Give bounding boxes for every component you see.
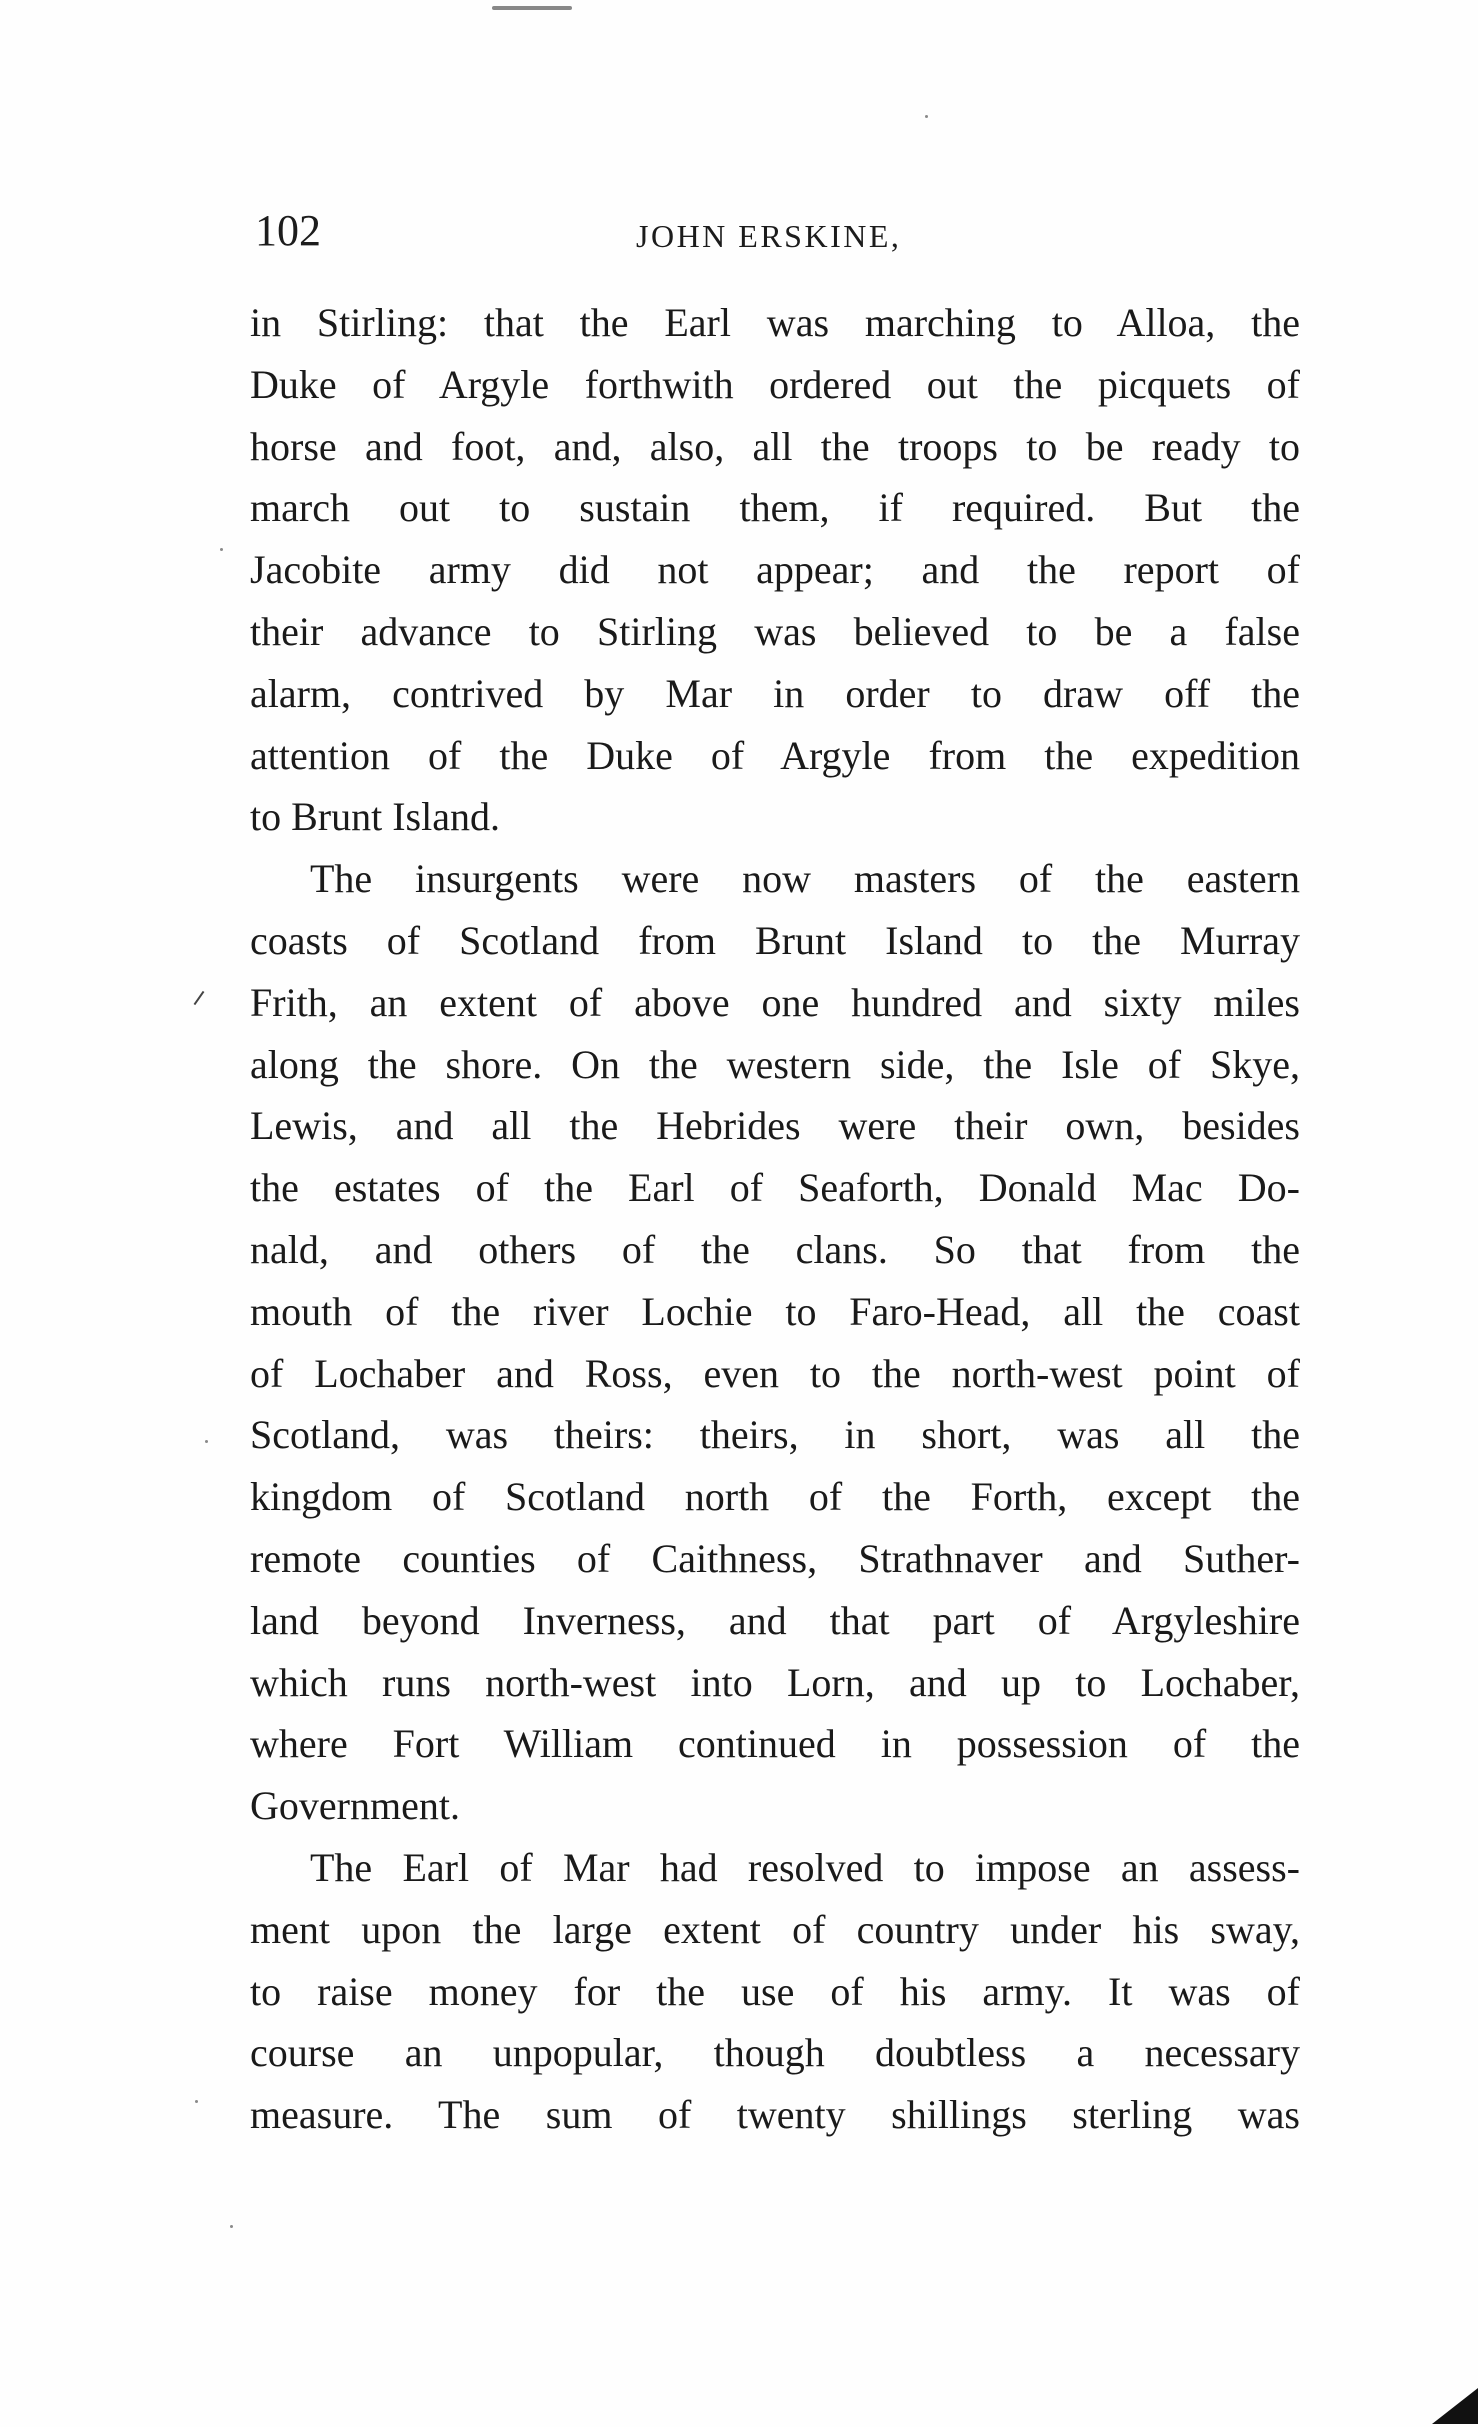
page-top-mark	[492, 6, 572, 10]
text-line: their advance to Stirling was believed to be a false	[250, 608, 1300, 654]
body-text	[250, 292, 1300, 2146]
text-line: march out to sustain them, if required. But the	[250, 485, 1300, 531]
text-line: the estates of the Earl of Seaforth, Donald Mac Do-	[250, 1165, 1300, 1211]
text-line: alarm, contrived by Mar in order to draw off the	[250, 670, 1300, 716]
text-line: Scotland, was theirs: theirs, in short, was all the	[250, 1412, 1300, 1458]
running-head: JOHN ERSKINE,	[636, 218, 902, 254]
text-line: Lewis, and all the Hebrides were their own, besides	[250, 1103, 1300, 1149]
text-line: Government.	[250, 1783, 460, 1829]
scan-speck	[205, 1440, 208, 1443]
scan-speck	[195, 2100, 198, 2103]
text-line: along the shore. On the western side, the Isle of Skye,	[250, 1041, 1300, 1087]
text-line: The insurgents were now masters of the eastern	[310, 856, 1300, 902]
scan-speck	[230, 2225, 233, 2228]
text-line: coasts of Scotland from Brunt Island to the Murray	[250, 917, 1300, 963]
text-line: of Lochaber and Ross, even to the north-west point of	[250, 1350, 1300, 1396]
corner-mark	[1432, 2388, 1478, 2424]
text-line: nald, and others of the clans. So that from the	[250, 1226, 1300, 1272]
scan-speck	[220, 548, 223, 551]
text-line: The Earl of Mar had resolved to impose an assess-	[310, 1844, 1300, 1890]
text-line: kingdom of Scotland north of the Forth, except the	[250, 1474, 1300, 1520]
page-number: 102	[255, 206, 321, 255]
text-line: ment upon the large extent of country under his sway,	[250, 1906, 1300, 1952]
text-line: land beyond Inverness, and that part of Argyleshire	[250, 1597, 1300, 1643]
text-line: where Fort William continued in possession of the	[250, 1721, 1300, 1767]
text-line: to raise money for the use of his army. It was of	[250, 1968, 1300, 2014]
text-line: attention of the Duke of Argyle from the expedition	[250, 732, 1300, 778]
text-line: which runs north-west into Lorn, and up to Lochaber,	[250, 1659, 1300, 1705]
margin-tick-mark	[194, 991, 205, 1005]
text-line: Duke of Argyle forthwith ordered out the picquets of	[250, 361, 1300, 407]
text-line: to Brunt Island.	[250, 794, 500, 840]
text-line: Frith, an extent of above one hundred and sixty miles	[250, 979, 1300, 1025]
text-line: horse and foot, and, also, all the troops to be ready to	[250, 423, 1300, 469]
text-line: remote counties of Caithness, Strathnaver and Suther-	[250, 1535, 1300, 1581]
text-line: mouth of the river Lochie to Faro-Head, all the coast	[250, 1288, 1300, 1334]
text-line: course an unpopular, though doubtless a necessary	[250, 2030, 1300, 2076]
text-line: Jacobite army did not appear; and the report of	[250, 547, 1300, 593]
scan-speck	[925, 115, 928, 118]
text-line: measure. The sum of twenty shillings sterling was	[250, 2092, 1300, 2138]
text-line: in Stirling: that the Earl was marching to Alloa, the	[250, 300, 1300, 345]
